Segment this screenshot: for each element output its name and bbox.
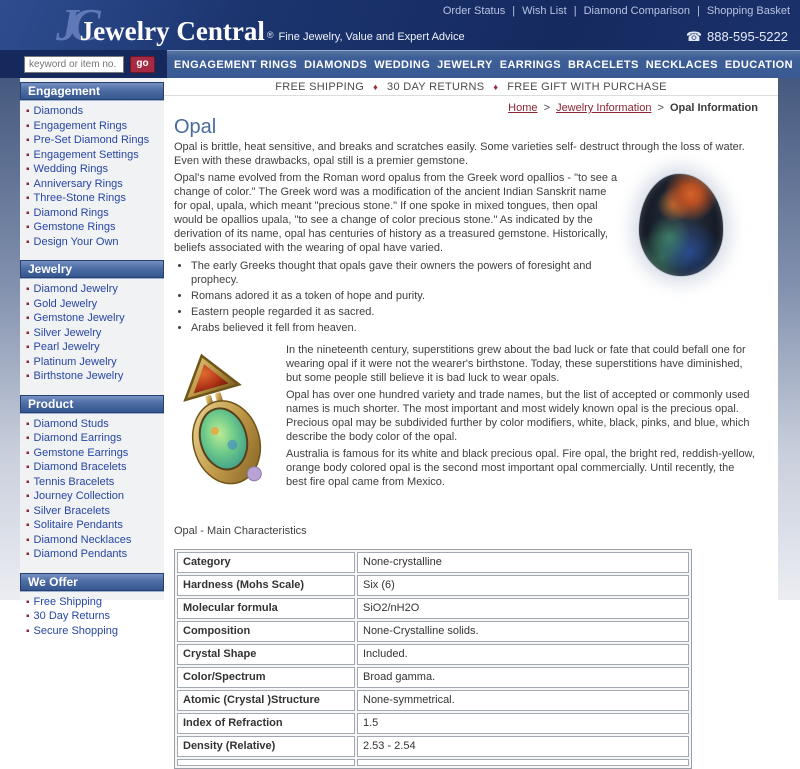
sidebar-section-title: Jewelry [20,260,164,278]
nav-bracelets[interactable]: BRACELETS [567,58,639,71]
promo-item: FREE SHIPPING [275,80,365,93]
opal-gemstone-photo [638,173,724,277]
characteristic-value [357,759,689,766]
nav-earrings[interactable]: EARRINGS [499,58,561,71]
breadcrumb-separator: > [657,102,664,114]
sidebar-item[interactable]: ▪ Engagement Settings [26,149,162,164]
paragraph-intro: Opal is brittle, heat sensitive, and breaks and scratches easily. Some varieties self- destruct through the loss of water. Even with these drawbacks, opal still is a premier gemstone. [174,141,745,167]
sidebar-item[interactable]: ▪ Platinum Jewelry [26,356,162,371]
paragraph-superstition: In the nineteenth century, superstitions grew about the bad luck or fate that could befall one for wearing opal if it were not the wearer's birthstone. Today, these superstitions have diminished, but some people still believe it is bad luck to wear opals. [286,344,746,384]
table-row [177,598,689,619]
table-row [177,667,689,688]
article [164,116,778,769]
nav-wedding[interactable]: WEDDING [374,58,431,71]
logo-monogram: JC [56,0,92,50]
table-row [177,621,689,642]
table-row [177,759,689,766]
site-header [0,0,800,50]
sidebar-item[interactable]: ▪ Silver Bracelets [26,505,162,520]
sidebar-section-title: Engagement [20,82,164,100]
table-row [177,690,689,711]
characteristic-label: Molecular formula [177,598,355,619]
table-caption: Opal - Main Characteristics [174,525,307,537]
promo-item: FREE GIFT WITH PURCHASE [507,80,667,93]
sidebar-item[interactable]: ▪ Diamond Bracelets [26,461,162,476]
registered-mark: ® [266,30,274,40]
sidebar-item[interactable]: ▪ Gemstone Earrings [26,447,162,462]
link-shopping-basket[interactable]: Shopping Basket [706,5,790,17]
nav-jewelry[interactable]: JEWELRY [437,58,493,71]
link-wish-list[interactable]: Wish List [522,5,567,17]
sidebar-item[interactable]: ▪ Free Shipping [26,596,162,611]
sidebar-item[interactable]: ▪ Design Your Own [26,236,162,251]
characteristic-value: 2.53 - 2.54 [357,736,689,757]
sidebar-section-title: Product [20,395,164,413]
breadcrumb-current: Opal Information [670,102,758,114]
list-item: • Arabs believed it fell from heaven. [191,320,758,336]
table-row [177,575,689,596]
characteristic-label: Atomic (Crystal )Structure [177,690,355,711]
breadcrumb-home[interactable]: Home [508,102,538,114]
left-margin-strip [0,78,20,600]
link-separator: | [696,5,700,17]
opal-pendant-photo [172,345,270,501]
search-go-button[interactable]: go [130,56,155,73]
sidebar-item[interactable]: ▪ Diamond Studs [26,418,162,433]
table-row [177,552,689,573]
characteristic-label: Crystal Shape [177,644,355,665]
characteristic-value: None-symmetrical. [357,690,689,711]
utility-links [443,5,790,17]
characteristic-value: None-Crystalline solids. [357,621,689,642]
list-item: • The early Greeks thought that opals gave their owners the powers of foresight and prophecy. [191,258,758,288]
diamond-icon: ♦ [373,81,379,92]
paragraph-etymology: Opal's name evolved from the Roman word opalus from the Greek word opallios - "to see a change of color." The Greek word was a modification of the ancient Indian Sanskrit name for opal, upala, which meant "precious stone." If one spoke in mixed tongues, then opal would be opallios upala, "to see a change of color precious stone." As indicated by the derivation of its name, opal has centuries of history as a treasured gemstone. Historically, beliefs associated with the wearing of opal have varied. [174,172,618,254]
phone-number [686,29,788,45]
nav-engagement-rings[interactable]: ENGAGEMENT RINGS [173,58,298,71]
sidebar-item[interactable]: ▪ Diamond Jewelry [26,283,162,298]
sidebar-section-product [20,395,164,566]
sidebar-item[interactable]: ▪ Diamond Necklaces [26,534,162,549]
search-input[interactable] [24,56,124,73]
characteristic-label: Index of Refraction [177,713,355,734]
characteristic-label: Composition [177,621,355,642]
diamond-icon: ♦ [493,81,499,92]
nav-diamonds[interactable]: DIAMONDS [304,58,368,71]
paragraph-varieties: Opal has over one hundred variety and trade names, but the list of accepted or commonly used names is much shorter. The most important and most widely known opal is the precious opal. Precious opal may be subdivided further by color modifiers, white, black, pinks, and blue, which describe the body color of the opal. [286,389,750,443]
characteristic-value: Included. [357,644,689,665]
list-item: • Romans adored it as a token of hope and purity. [191,288,758,304]
main-navigation [167,50,800,78]
sidebar-item[interactable]: ▪ Pearl Jewelry [26,341,162,356]
characteristic-value: Six (6) [357,575,689,596]
sidebar-item[interactable]: ▪ 30 Day Returns [26,610,162,625]
right-margin-strip [778,78,800,600]
sidebar-item[interactable]: ▪ Diamond Pendants [26,548,162,563]
table-row [177,736,689,757]
logo-text: Jewelry Central [79,16,265,46]
characteristic-label: Category [177,552,355,573]
page-title: Opal [174,116,217,138]
promo-bar [164,78,778,96]
characteristic-label [177,759,355,766]
sidebar-section-title: We Offer [20,573,164,591]
characteristic-value: Broad gamma. [357,667,689,688]
sidebar-section-jewelry [20,260,164,388]
breadcrumb [164,96,778,114]
list-item: • Eastern people regarded it as sacred. [191,304,758,320]
breadcrumb-separator: > [543,102,550,114]
link-separator: | [512,5,516,17]
sidebar-section-we-offer [20,573,164,643]
promo-item: 30 DAY RETURNS [387,80,485,93]
breadcrumb-jewelry-information[interactable]: Jewelry Information [556,102,652,114]
characteristic-value: SiO2/nH2O [357,598,689,619]
sidebar-item[interactable]: ▪ Three-Stone Rings [26,192,162,207]
content-area [0,78,800,752]
sidebar-item[interactable]: ▪ Tennis Bracelets [26,476,162,491]
link-order-status[interactable]: Order Status [442,5,506,17]
phone-value: 888-595-5222 [707,29,788,44]
sidebar-item[interactable]: ▪ Pre-Set Diamond Rings [26,134,162,149]
sidebar-item[interactable]: ▪ Anniversary Rings [26,178,162,193]
sidebar-item[interactable]: ▪ Gold Jewelry [26,298,162,313]
sidebar-item[interactable]: ▪ Diamonds [26,105,162,120]
sidebar-item[interactable]: ▪ Diamond Rings [26,207,162,222]
sidebar [20,78,164,637]
phone-icon: ☎ [685,29,703,44]
characteristics-table [174,549,692,769]
characteristic-value: None-crystalline [357,552,689,573]
table-row [177,713,689,734]
main-content [164,78,778,752]
nav-education[interactable]: EDUCATION [724,58,793,71]
link-diamond-comparison[interactable]: Diamond Comparison [583,5,690,17]
sidebar-item[interactable]: ▪ Gemstone Jewelry [26,312,162,327]
site-logo[interactable] [56,2,465,48]
sidebar-item[interactable]: ▪ Birthstone Jewelry [26,370,162,385]
table-row [177,644,689,665]
sidebar-item[interactable]: ▪ Engagement Rings [26,120,162,135]
search-area [0,50,167,78]
characteristic-label: Hardness (Mohs Scale) [177,575,355,596]
sidebar-item[interactable]: ▪ Diamond Earrings [26,432,162,447]
sidebar-item[interactable]: ▪ Solitaire Pendants [26,519,162,534]
sidebar-item[interactable]: ▪ Gemstone Rings [26,221,162,236]
characteristic-value: 1.5 [357,713,689,734]
sidebar-item[interactable]: ▪ Journey Collection [26,490,162,505]
characteristic-label: Density (Relative) [177,736,355,757]
site-tagline: Fine Jewelry, Value and Expert Advice [278,31,465,43]
nav-necklaces[interactable]: NECKLACES [645,58,718,71]
characteristic-label: Color/Spectrum [177,667,355,688]
sidebar-section-engagement [20,82,164,253]
nav-bar [0,50,800,78]
sidebar-item[interactable]: ▪ Silver Jewelry [26,327,162,342]
paragraph-origins: Australia is famous for its white and black precious opal. Fire opal, the bright red, reddish-yellow, orange body colored opal is the second most important opal commercially. Until recently, the best fire opal came from Mexico. [286,448,755,488]
sidebar-item[interactable]: ▪ Wedding Rings [26,163,162,178]
link-separator: | [573,5,577,17]
sidebar-item[interactable]: ▪ Secure Shopping [26,625,162,640]
